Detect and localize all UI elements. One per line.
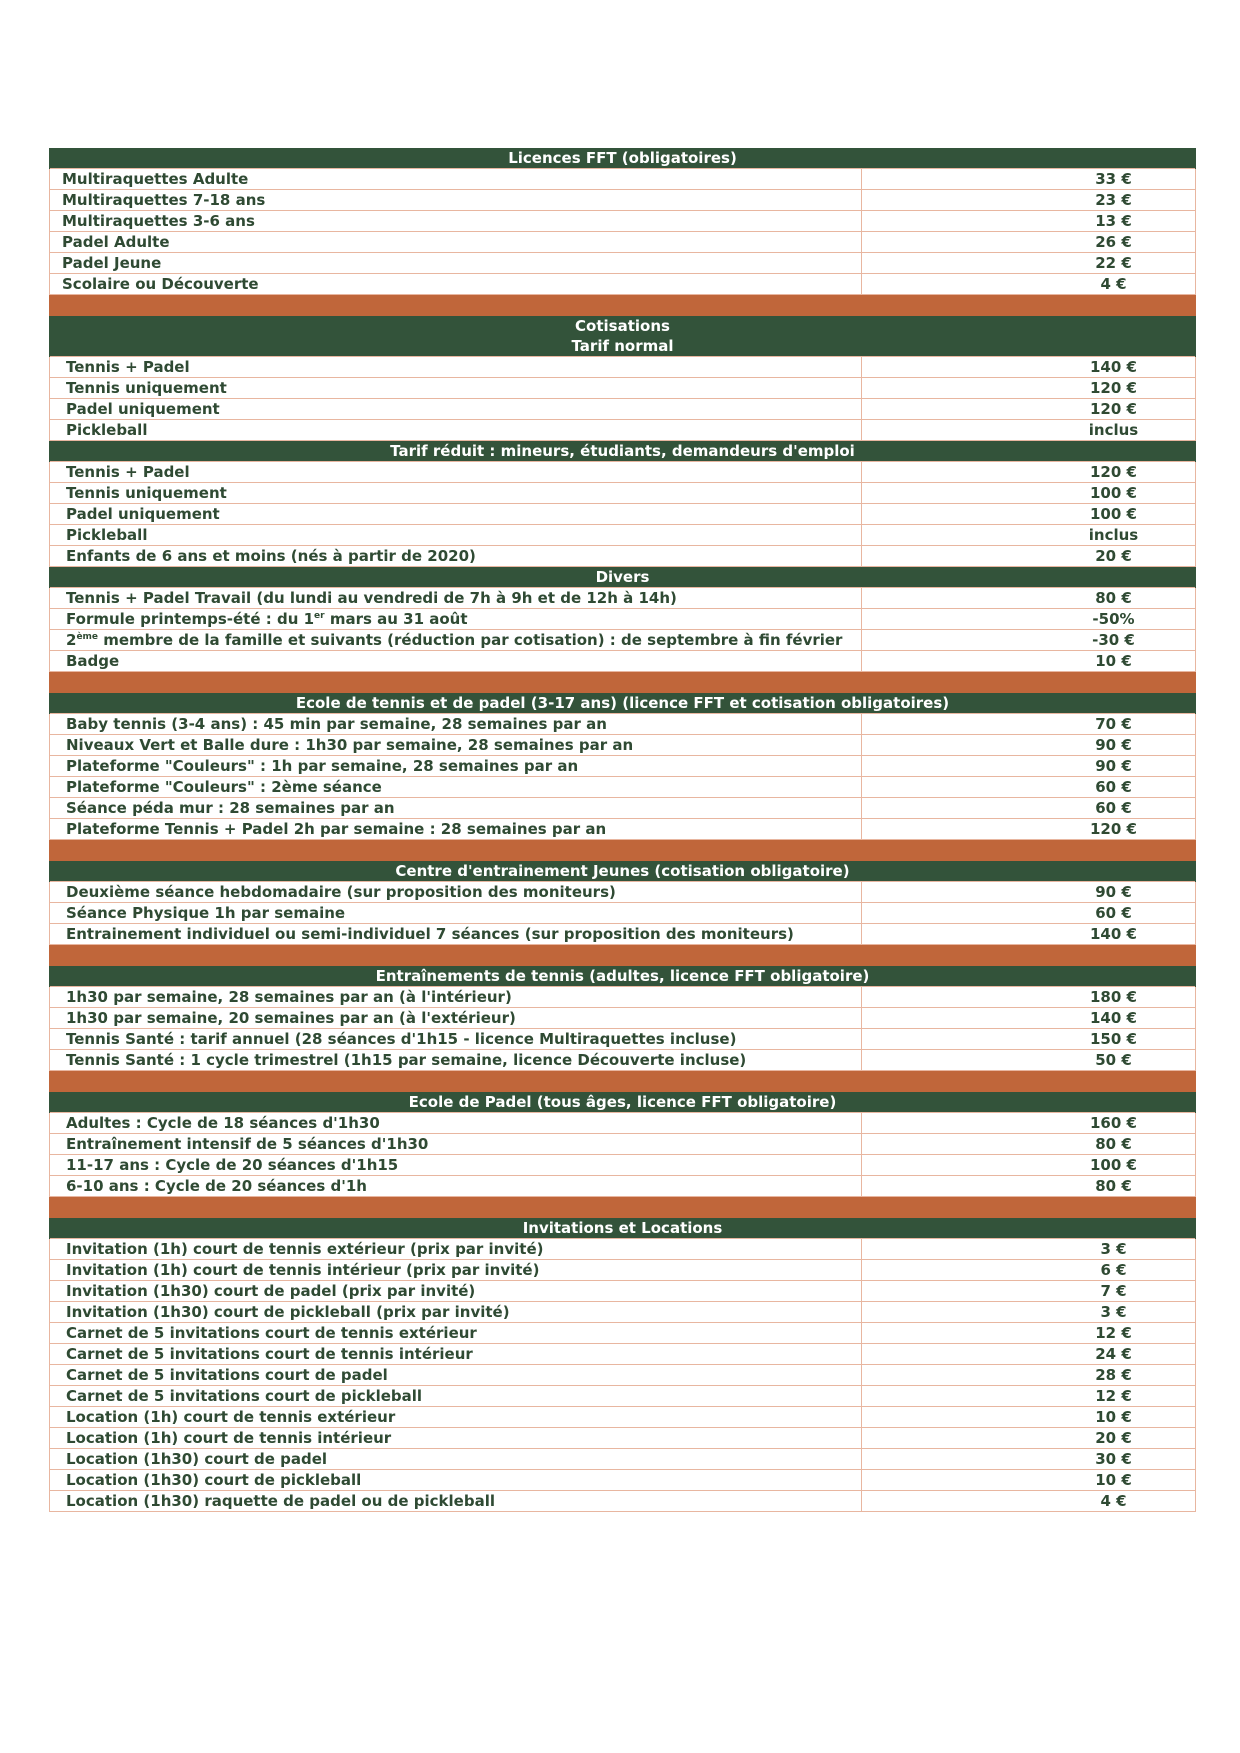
table-row — [50, 232, 1196, 253]
row-label: Padel uniquement — [50, 504, 862, 525]
table-row — [50, 609, 1196, 630]
row-price: 10 € — [862, 1407, 1196, 1428]
section-title: Invitations et Locations — [50, 1218, 1196, 1239]
table-row — [50, 1155, 1196, 1176]
section-header-invitations — [50, 1218, 1196, 1239]
row-price: 10 € — [862, 651, 1196, 672]
row-label: Tennis + Padel Travail (du lundi au vendredi de 7h à 9h et de 12h à 14h) — [50, 588, 862, 609]
row-price: 28 € — [862, 1365, 1196, 1386]
row-price: 180 € — [862, 987, 1196, 1008]
row-label: Invitation (1h30) court de padel (prix par invité) — [50, 1281, 862, 1302]
tarif-normal-rows — [50, 357, 1196, 441]
section-separator — [50, 840, 1196, 862]
table-row — [50, 1176, 1196, 1197]
section-separator — [50, 672, 1196, 694]
table-row — [50, 399, 1196, 420]
table-row — [50, 651, 1196, 672]
licences-rows — [50, 169, 1196, 295]
row-price: 120 € — [862, 399, 1196, 420]
row-price: 100 € — [862, 483, 1196, 504]
row-label: Tennis Santé : tarif annuel (28 séances d'1h15 - licence Multiraquettes incluse) — [50, 1029, 862, 1050]
table-row — [50, 1386, 1196, 1407]
row-price: 80 € — [862, 588, 1196, 609]
table-row — [50, 1365, 1196, 1386]
section-header-cotisations — [50, 316, 1196, 336]
table-row — [50, 1029, 1196, 1050]
row-label: 6-10 ans : Cycle de 20 séances d'1h — [50, 1176, 862, 1197]
row-price: 80 € — [862, 1176, 1196, 1197]
subsection-header-tarif-reduit — [50, 441, 1196, 462]
row-label: Carnet de 5 invitations court de tennis extérieur — [50, 1323, 862, 1344]
table-row — [50, 378, 1196, 399]
table-row — [50, 756, 1196, 777]
row-label: Multiraquettes Adulte — [50, 169, 862, 190]
table-row — [50, 1134, 1196, 1155]
row-price: 4 € — [862, 274, 1196, 295]
table-row — [50, 420, 1196, 441]
table-row — [50, 819, 1196, 840]
row-label: Pickleball — [50, 525, 862, 546]
row-label: Carnet de 5 invitations court de pickleball — [50, 1386, 862, 1407]
table-row — [50, 987, 1196, 1008]
row-price: 3 € — [862, 1239, 1196, 1260]
row-price: 24 € — [862, 1344, 1196, 1365]
row-price: 140 € — [862, 1008, 1196, 1029]
entrainements-rows — [50, 987, 1196, 1071]
table-row — [50, 1008, 1196, 1029]
row-label: Padel uniquement — [50, 399, 862, 420]
row-label: Baby tennis (3-4 ans) : 45 min par semaine, 28 semaines par an — [50, 714, 862, 735]
section-title: Ecole de tennis et de padel (3-17 ans) (licence FFT et cotisation obligatoires) — [50, 693, 1196, 714]
table-row — [50, 274, 1196, 295]
row-label: Pickleball — [50, 420, 862, 441]
row-label: Séance Physique 1h par semaine — [50, 903, 862, 924]
row-price: 140 € — [862, 924, 1196, 945]
table-row — [50, 169, 1196, 190]
table-row — [50, 1449, 1196, 1470]
table-row — [50, 588, 1196, 609]
row-label: Plateforme "Couleurs" : 2ème séance — [50, 777, 862, 798]
table-row — [50, 504, 1196, 525]
row-label: Tennis Santé : 1 cycle trimestrel (1h15 par semaine, licence Découverte incluse) — [50, 1050, 862, 1071]
row-label: Invitation (1h) court de tennis extérieur (prix par invité) — [50, 1239, 862, 1260]
section-separator — [50, 945, 1196, 967]
row-price: 6 € — [862, 1260, 1196, 1281]
row-price: 30 € — [862, 1449, 1196, 1470]
row-label: Location (1h) court de tennis extérieur — [50, 1407, 862, 1428]
row-price: 80 € — [862, 1134, 1196, 1155]
table-row — [50, 1491, 1196, 1512]
table-row — [50, 1050, 1196, 1071]
table-row — [50, 903, 1196, 924]
table-row — [50, 525, 1196, 546]
row-label: 2ème membre de la famille et suivants (réduction par cotisation) : de septembre à fin février — [50, 630, 862, 651]
section-header-ecole-tennis — [50, 693, 1196, 714]
row-price: 150 € — [862, 1029, 1196, 1050]
table-row — [50, 777, 1196, 798]
tarif-reduit-rows — [50, 462, 1196, 567]
row-price: inclus — [862, 420, 1196, 441]
row-price: 22 € — [862, 253, 1196, 274]
section-separator — [50, 1197, 1196, 1219]
row-label: Tennis + Padel — [50, 462, 862, 483]
row-price: 7 € — [862, 1281, 1196, 1302]
row-label: Tennis + Padel — [50, 357, 862, 378]
table-row — [50, 882, 1196, 903]
row-label: Location (1h30) court de padel — [50, 1449, 862, 1470]
row-price: 90 € — [862, 882, 1196, 903]
row-price: 3 € — [862, 1302, 1196, 1323]
row-label: Entraînement intensif de 5 séances d'1h30 — [50, 1134, 862, 1155]
row-label: Invitation (1h30) court de pickleball (prix par invité) — [50, 1302, 862, 1323]
section-title: Ecole de Padel (tous âges, licence FFT obligatoire) — [50, 1092, 1196, 1113]
row-label: Padel Adulte — [50, 232, 862, 253]
row-price: 20 € — [862, 546, 1196, 567]
section-title: Cotisations — [50, 316, 1196, 336]
row-price: 12 € — [862, 1323, 1196, 1344]
row-label: Formule printemps-été : du 1er mars au 31 août — [50, 609, 862, 630]
row-price: 90 € — [862, 735, 1196, 756]
section-title: Entraînements de tennis (adultes, licence FFT obligatoire) — [50, 966, 1196, 987]
row-label: 1h30 par semaine, 28 semaines par an (à l'intérieur) — [50, 987, 862, 1008]
row-label: Invitation (1h) court de tennis intérieur (prix par invité) — [50, 1260, 862, 1281]
row-price: inclus — [862, 525, 1196, 546]
section-header-centre-jeunes — [50, 861, 1196, 882]
section-header-ecole-padel — [50, 1092, 1196, 1113]
section-separator — [50, 295, 1196, 317]
section-header-licences — [50, 148, 1196, 169]
row-label: Tennis uniquement — [50, 483, 862, 504]
row-label: Adultes : Cycle de 18 séances d'1h30 — [50, 1113, 862, 1134]
row-price: 100 € — [862, 504, 1196, 525]
row-price: 120 € — [862, 378, 1196, 399]
subsection-header-tarif-normal — [50, 336, 1196, 357]
table-row — [50, 630, 1196, 651]
row-label: Scolaire ou Découverte — [50, 274, 862, 295]
row-label: Séance péda mur : 28 semaines par an — [50, 798, 862, 819]
table-row — [50, 798, 1196, 819]
table-row — [50, 190, 1196, 211]
row-label: Location (1h) court de tennis intérieur — [50, 1428, 862, 1449]
ecole-padel-rows — [50, 1113, 1196, 1197]
row-label: Tennis uniquement — [50, 378, 862, 399]
row-label: Multiraquettes 7-18 ans — [50, 190, 862, 211]
row-price: 140 € — [862, 357, 1196, 378]
row-label: Carnet de 5 invitations court de padel — [50, 1365, 862, 1386]
invitations-rows — [50, 1239, 1196, 1512]
section-title: Licences FFT (obligatoires) — [50, 148, 1196, 169]
row-label: Carnet de 5 invitations court de tennis intérieur — [50, 1344, 862, 1365]
table-row — [50, 1302, 1196, 1323]
subsection-title: Tarif réduit : mineurs, étudiants, demandeurs d'emploi — [50, 441, 1196, 462]
row-label: Deuxième séance hebdomadaire (sur proposition des moniteurs) — [50, 882, 862, 903]
row-label: Padel Jeune — [50, 253, 862, 274]
row-price: 120 € — [862, 462, 1196, 483]
subsection-title: Divers — [50, 567, 1196, 588]
row-label: Multiraquettes 3-6 ans — [50, 211, 862, 232]
row-label: Enfants de 6 ans et moins (nés à partir de 2020) — [50, 546, 862, 567]
table-row — [50, 714, 1196, 735]
row-price: 60 € — [862, 798, 1196, 819]
price-table — [49, 148, 1196, 1512]
row-price: 70 € — [862, 714, 1196, 735]
row-label: 11-17 ans : Cycle de 20 séances d'1h15 — [50, 1155, 862, 1176]
row-price: 12 € — [862, 1386, 1196, 1407]
row-price: 13 € — [862, 211, 1196, 232]
row-label: Niveaux Vert et Balle dure : 1h30 par semaine, 28 semaines par an — [50, 735, 862, 756]
row-price: -50% — [862, 609, 1196, 630]
row-label: Entrainement individuel ou semi-individuel 7 séances (sur proposition des moniteurs) — [50, 924, 862, 945]
table-row — [50, 924, 1196, 945]
price-list-document — [49, 148, 1195, 1512]
row-price: 10 € — [862, 1470, 1196, 1491]
section-separator — [50, 1071, 1196, 1093]
table-row — [50, 462, 1196, 483]
table-row — [50, 1344, 1196, 1365]
table-row — [50, 253, 1196, 274]
table-row — [50, 1428, 1196, 1449]
centre-jeunes-rows — [50, 882, 1196, 945]
table-row — [50, 1407, 1196, 1428]
row-price: 60 € — [862, 777, 1196, 798]
table-row — [50, 1239, 1196, 1260]
section-header-entrainements — [50, 966, 1196, 987]
row-label: Badge — [50, 651, 862, 672]
subsection-header-divers — [50, 567, 1196, 588]
table-row — [50, 1323, 1196, 1344]
row-price: 120 € — [862, 819, 1196, 840]
row-label: Location (1h30) court de pickleball — [50, 1470, 862, 1491]
table-row — [50, 735, 1196, 756]
table-row — [50, 546, 1196, 567]
row-price: 60 € — [862, 903, 1196, 924]
row-price: 20 € — [862, 1428, 1196, 1449]
row-price: 100 € — [862, 1155, 1196, 1176]
section-title: Centre d'entrainement Jeunes (cotisation obligatoire) — [50, 861, 1196, 882]
ecole-tennis-rows — [50, 714, 1196, 840]
subsection-title: Tarif normal — [50, 336, 1196, 357]
row-price: 26 € — [862, 232, 1196, 253]
table-row — [50, 1113, 1196, 1134]
table-row — [50, 1470, 1196, 1491]
table-row — [50, 1281, 1196, 1302]
row-price: 4 € — [862, 1491, 1196, 1512]
table-row — [50, 483, 1196, 504]
row-label: Plateforme Tennis + Padel 2h par semaine : 28 semaines par an — [50, 819, 862, 840]
row-label: Location (1h30) raquette de padel ou de pickleball — [50, 1491, 862, 1512]
row-price: 160 € — [862, 1113, 1196, 1134]
row-label: Plateforme "Couleurs" : 1h par semaine, 28 semaines par an — [50, 756, 862, 777]
table-row — [50, 211, 1196, 232]
table-row — [50, 357, 1196, 378]
row-label: 1h30 par semaine, 20 semaines par an (à l'extérieur) — [50, 1008, 862, 1029]
row-price: 33 € — [862, 169, 1196, 190]
row-price: 50 € — [862, 1050, 1196, 1071]
table-row — [50, 1260, 1196, 1281]
row-price: 23 € — [862, 190, 1196, 211]
row-price: 90 € — [862, 756, 1196, 777]
row-price: -30 € — [862, 630, 1196, 651]
